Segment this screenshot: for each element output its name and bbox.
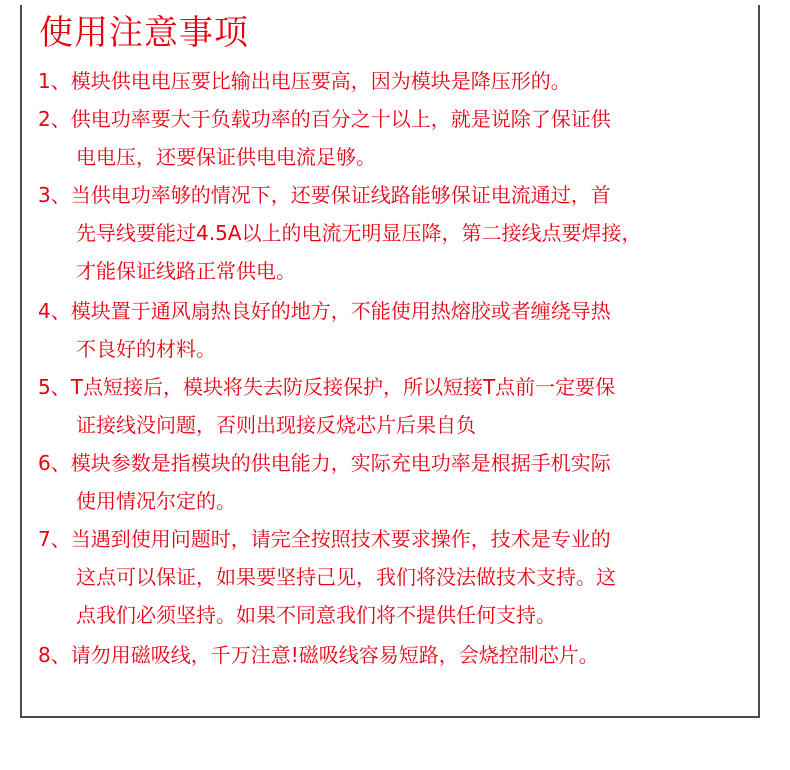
notice-item-5 bbox=[38, 368, 615, 444]
notice-line: 先导线要能过4.5A以上的电流无明显压降，第二接线点要焊接， bbox=[76, 221, 642, 245]
notice-line: 3、当供电功率够的情况下，还要保证线路能够保证电流通过，首 bbox=[38, 183, 611, 207]
notice-line: 4、模块置于通风扇热良好的地方，不能使用热熔胶或者缠绕导热 bbox=[38, 299, 611, 323]
notice-line: 电电压，还要保证供电电流足够。 bbox=[76, 145, 376, 169]
notice-line: 5、T点短接后，模块将失去防反接保护，所以短接T点前一定要保 bbox=[38, 375, 616, 399]
notice-line: 使用情况尔定的。 bbox=[76, 489, 236, 513]
notice-line: 这点可以保证，如果要坚持己见，我们将没法做技术支持。这 bbox=[76, 565, 616, 589]
notice-line: 才能保证线路正常供电。 bbox=[76, 259, 296, 283]
notice-item-1 bbox=[38, 62, 571, 100]
notice-line: 8、请勿用磁吸线，千万注意!磁吸线容易短路，会烧控制芯片。 bbox=[38, 643, 599, 667]
page-title: 使用注意事项 bbox=[39, 13, 249, 53]
notice-line: 点我们必须坚持。如果不同意我们将不提供任何支持。 bbox=[76, 603, 556, 627]
notice-line: 2、供电功率要大于负载功率的百分之十以上，就是说除了保证供 bbox=[38, 107, 611, 131]
notice-item-7 bbox=[38, 520, 616, 634]
notice-line: 1、模块供电电压要比输出电压要高，因为模块是降压形的。 bbox=[38, 69, 571, 93]
notice-item-2 bbox=[38, 100, 611, 176]
notice-line: 证接线没问题，否则出现接反烧芯片后果自负 bbox=[76, 413, 476, 437]
notice-item-3 bbox=[38, 176, 642, 290]
notice-item-4 bbox=[38, 292, 611, 368]
notice-item-8 bbox=[38, 636, 599, 674]
notice-line: 不良好的材料。 bbox=[76, 337, 216, 361]
notice-line: 7、当遇到使用问题时，请完全按照技术要求操作，技术是专业的 bbox=[38, 527, 611, 551]
notice-line: 6、模块参数是指模块的供电能力，实际充电功率是根据手机实际 bbox=[38, 451, 611, 475]
notice-item-6 bbox=[38, 444, 611, 520]
